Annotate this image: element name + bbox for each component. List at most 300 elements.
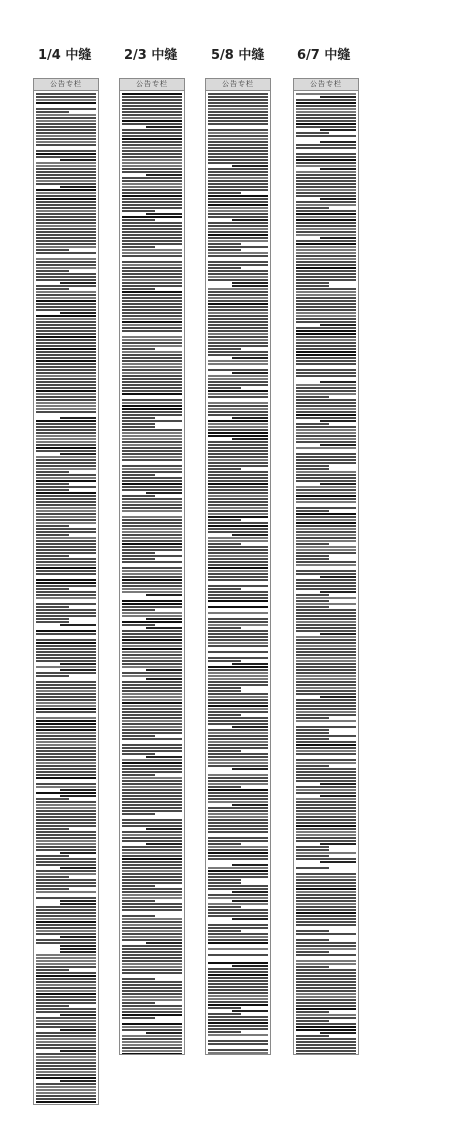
text-line bbox=[36, 1035, 96, 1037]
text-line bbox=[36, 249, 69, 251]
text-line bbox=[208, 927, 268, 929]
text-line bbox=[208, 597, 268, 599]
text-line bbox=[36, 1002, 96, 1004]
text-line bbox=[208, 420, 268, 422]
text-line bbox=[122, 741, 182, 743]
text-line bbox=[122, 597, 182, 599]
text-line bbox=[208, 954, 268, 956]
text-line bbox=[208, 888, 268, 890]
text-line bbox=[296, 522, 356, 524]
text-line bbox=[122, 534, 182, 536]
text-line bbox=[122, 1002, 155, 1004]
text-line bbox=[36, 864, 96, 866]
text-line bbox=[122, 240, 182, 242]
text-line bbox=[36, 777, 96, 779]
text-line bbox=[122, 222, 182, 224]
text-line bbox=[60, 282, 96, 284]
text-line bbox=[122, 567, 182, 569]
text-line bbox=[208, 591, 268, 593]
text-line bbox=[296, 189, 356, 191]
text-line bbox=[122, 483, 182, 485]
text-line bbox=[208, 678, 268, 680]
column-body bbox=[120, 91, 184, 1054]
text-line bbox=[36, 339, 96, 341]
text-line bbox=[122, 159, 182, 161]
text-line bbox=[208, 327, 268, 329]
text-line bbox=[208, 942, 268, 944]
text-line bbox=[208, 363, 268, 365]
text-line bbox=[36, 876, 69, 878]
text-line bbox=[208, 549, 268, 551]
text-line bbox=[36, 285, 96, 287]
text-line bbox=[122, 522, 182, 524]
text-line bbox=[208, 552, 268, 554]
text-line bbox=[208, 846, 268, 848]
text-line bbox=[122, 294, 182, 296]
text-line bbox=[122, 753, 155, 755]
text-line bbox=[208, 129, 268, 131]
text-line bbox=[36, 480, 96, 482]
text-line bbox=[208, 711, 268, 713]
text-line bbox=[122, 102, 182, 104]
text-line bbox=[36, 174, 96, 176]
text-line bbox=[60, 624, 96, 626]
text-line bbox=[36, 633, 96, 635]
text-line bbox=[208, 321, 268, 323]
text-line bbox=[296, 639, 356, 641]
text-line bbox=[122, 552, 155, 554]
text-line bbox=[36, 915, 96, 917]
text-line bbox=[208, 336, 268, 338]
text-line bbox=[208, 717, 268, 719]
text-line bbox=[208, 989, 268, 991]
column-title-2: 2/3 中缝 bbox=[124, 48, 178, 63]
text-line bbox=[122, 582, 182, 584]
text-line bbox=[208, 228, 268, 230]
text-line bbox=[296, 852, 356, 854]
text-line bbox=[36, 648, 96, 650]
text-line bbox=[60, 663, 96, 665]
text-line bbox=[208, 99, 268, 101]
text-line bbox=[36, 639, 96, 641]
text-line bbox=[208, 183, 268, 185]
text-line bbox=[208, 579, 268, 581]
text-line bbox=[36, 303, 96, 305]
text-line bbox=[208, 111, 268, 113]
text-line bbox=[36, 1065, 96, 1067]
text-line bbox=[122, 144, 182, 146]
text-line bbox=[36, 834, 96, 836]
text-line bbox=[36, 801, 96, 803]
text-line bbox=[208, 297, 268, 299]
text-line bbox=[122, 966, 182, 968]
text-line bbox=[36, 150, 96, 152]
text-line bbox=[122, 813, 155, 815]
text-line bbox=[296, 279, 356, 281]
text-line bbox=[36, 336, 96, 338]
text-line bbox=[208, 396, 268, 398]
text-line bbox=[232, 219, 268, 221]
text-line bbox=[296, 378, 356, 380]
text-line bbox=[36, 381, 96, 383]
text-line bbox=[296, 174, 356, 176]
text-line bbox=[296, 231, 356, 233]
text-line bbox=[36, 366, 96, 368]
text-line bbox=[296, 204, 356, 206]
text-line bbox=[122, 336, 182, 338]
text-line bbox=[296, 669, 356, 671]
text-line bbox=[60, 1050, 96, 1052]
text-line bbox=[122, 882, 182, 884]
text-line bbox=[36, 438, 96, 440]
text-line bbox=[36, 786, 96, 788]
text-line bbox=[122, 600, 182, 602]
text-line bbox=[122, 927, 182, 929]
text-line bbox=[36, 810, 96, 812]
text-line bbox=[122, 129, 182, 131]
text-line bbox=[36, 1032, 96, 1034]
text-line bbox=[122, 612, 182, 614]
text-line bbox=[208, 834, 268, 836]
text-line bbox=[36, 156, 96, 158]
text-line bbox=[36, 768, 96, 770]
text-line bbox=[208, 486, 268, 488]
text-line bbox=[122, 138, 182, 140]
text-line bbox=[296, 1050, 356, 1052]
text-line bbox=[296, 519, 356, 521]
text-line bbox=[208, 894, 268, 896]
text-line bbox=[36, 180, 96, 182]
text-line bbox=[36, 942, 96, 944]
text-line bbox=[208, 495, 268, 497]
text-line bbox=[296, 132, 329, 134]
text-line bbox=[296, 120, 356, 122]
text-line bbox=[208, 600, 268, 602]
text-line bbox=[296, 738, 329, 740]
text-line bbox=[36, 165, 96, 167]
text-line bbox=[146, 828, 182, 830]
text-line bbox=[320, 168, 356, 170]
text-line bbox=[296, 822, 356, 824]
text-line bbox=[122, 933, 182, 935]
text-line bbox=[36, 606, 69, 608]
text-line bbox=[36, 474, 96, 476]
text-line bbox=[122, 636, 182, 638]
text-line bbox=[36, 1023, 96, 1025]
text-line bbox=[208, 126, 268, 128]
text-line bbox=[36, 696, 96, 698]
text-line bbox=[60, 1014, 96, 1016]
text-line bbox=[36, 360, 96, 362]
text-line bbox=[36, 840, 96, 842]
text-line bbox=[208, 657, 268, 659]
text-line bbox=[296, 672, 356, 674]
text-line bbox=[296, 513, 356, 515]
text-line bbox=[36, 525, 69, 527]
text-line bbox=[208, 342, 268, 344]
text-line bbox=[208, 558, 268, 560]
text-line bbox=[122, 831, 182, 833]
text-line bbox=[36, 657, 96, 659]
text-line bbox=[36, 279, 96, 281]
text-line bbox=[122, 591, 182, 593]
text-line bbox=[208, 723, 268, 725]
text-line bbox=[36, 345, 96, 347]
text-line bbox=[122, 621, 182, 623]
text-line bbox=[146, 126, 182, 128]
text-line bbox=[122, 537, 182, 539]
text-line bbox=[296, 561, 356, 563]
text-line bbox=[122, 180, 182, 182]
text-line bbox=[122, 1017, 155, 1019]
text-line bbox=[296, 153, 356, 155]
text-line bbox=[296, 249, 356, 251]
text-line bbox=[36, 909, 96, 911]
text-line bbox=[122, 897, 182, 899]
text-line bbox=[36, 447, 96, 449]
text-line bbox=[122, 738, 182, 740]
text-line bbox=[36, 267, 96, 269]
text-line bbox=[208, 432, 268, 434]
text-line bbox=[36, 123, 96, 125]
text-line bbox=[122, 720, 182, 722]
text-line bbox=[208, 318, 268, 320]
text-line bbox=[122, 504, 182, 506]
text-line bbox=[122, 531, 182, 533]
text-line bbox=[60, 312, 96, 314]
text-line bbox=[122, 150, 182, 152]
text-line bbox=[122, 972, 182, 974]
text-line bbox=[296, 687, 356, 689]
text-line bbox=[296, 759, 356, 761]
text-line bbox=[296, 384, 356, 386]
text-line bbox=[36, 294, 96, 296]
text-line bbox=[208, 144, 268, 146]
text-line bbox=[36, 516, 96, 518]
text-line bbox=[36, 363, 96, 365]
text-line bbox=[296, 858, 356, 860]
text-line bbox=[208, 687, 241, 689]
text-line bbox=[122, 465, 182, 467]
text-line bbox=[296, 435, 356, 437]
text-line bbox=[296, 657, 356, 659]
text-line bbox=[122, 444, 182, 446]
text-line bbox=[36, 273, 96, 275]
text-line bbox=[296, 315, 356, 317]
text-line bbox=[36, 1011, 96, 1013]
text-line bbox=[296, 372, 356, 374]
text-line bbox=[36, 753, 96, 755]
text-line bbox=[122, 792, 182, 794]
text-line bbox=[122, 606, 182, 608]
text-line bbox=[208, 912, 268, 914]
text-line bbox=[122, 321, 182, 323]
text-line bbox=[208, 306, 268, 308]
text-line bbox=[122, 849, 182, 851]
text-line bbox=[208, 93, 268, 95]
text-line bbox=[232, 285, 268, 287]
text-line bbox=[122, 588, 182, 590]
text-line bbox=[36, 978, 96, 980]
text-line bbox=[122, 978, 155, 980]
text-line bbox=[36, 1005, 69, 1007]
text-line bbox=[36, 396, 96, 398]
text-line bbox=[36, 1083, 96, 1085]
text-line bbox=[320, 129, 356, 131]
text-line bbox=[296, 306, 356, 308]
text-line bbox=[122, 435, 182, 437]
text-line bbox=[208, 240, 268, 242]
text-line bbox=[122, 810, 182, 812]
text-line bbox=[296, 984, 356, 986]
text-line bbox=[146, 1032, 182, 1034]
text-line bbox=[296, 309, 356, 311]
text-line bbox=[208, 447, 268, 449]
text-line bbox=[122, 207, 182, 209]
text-line bbox=[122, 696, 182, 698]
text-line bbox=[36, 528, 96, 530]
text-line bbox=[208, 402, 268, 404]
text-line bbox=[36, 201, 96, 203]
text-line bbox=[296, 570, 356, 572]
text-line bbox=[122, 330, 182, 332]
text-line bbox=[296, 303, 356, 305]
text-line bbox=[36, 1074, 96, 1076]
text-line bbox=[122, 540, 182, 542]
text-line bbox=[296, 579, 356, 581]
text-line bbox=[36, 252, 96, 254]
text-line bbox=[36, 126, 96, 128]
text-line bbox=[36, 408, 96, 410]
text-line bbox=[122, 1026, 182, 1028]
text-line bbox=[208, 108, 268, 110]
text-line bbox=[208, 983, 268, 985]
text-line bbox=[36, 969, 69, 971]
text-line bbox=[36, 240, 96, 242]
text-line bbox=[296, 888, 356, 890]
text-line bbox=[296, 258, 356, 260]
text-line bbox=[36, 465, 96, 467]
text-line bbox=[208, 627, 241, 629]
column-body bbox=[206, 91, 270, 1054]
text-line bbox=[36, 660, 96, 662]
text-line bbox=[296, 450, 356, 452]
text-line bbox=[36, 987, 96, 989]
text-line bbox=[36, 855, 69, 857]
text-line bbox=[320, 324, 356, 326]
text-line bbox=[296, 975, 356, 977]
text-line bbox=[60, 1080, 96, 1082]
text-line bbox=[36, 990, 96, 992]
text-line bbox=[320, 444, 356, 446]
text-line bbox=[122, 837, 182, 839]
text-line bbox=[122, 909, 182, 911]
text-line bbox=[36, 744, 96, 746]
text-line bbox=[296, 681, 356, 683]
text-line bbox=[208, 924, 268, 926]
text-line bbox=[36, 882, 96, 884]
text-line bbox=[296, 474, 356, 476]
text-line bbox=[208, 102, 268, 104]
text-line bbox=[208, 675, 268, 677]
text-line bbox=[232, 372, 268, 374]
text-line bbox=[320, 420, 356, 422]
text-line bbox=[122, 1038, 182, 1040]
text-line bbox=[36, 993, 96, 995]
text-line bbox=[36, 879, 96, 881]
text-line bbox=[208, 105, 268, 107]
text-line bbox=[296, 330, 356, 332]
text-line bbox=[296, 618, 356, 620]
text-line bbox=[208, 570, 268, 572]
text-line bbox=[296, 807, 356, 809]
text-line bbox=[296, 405, 356, 407]
text-line bbox=[208, 681, 268, 683]
text-line bbox=[122, 219, 155, 221]
text-line bbox=[122, 564, 182, 566]
text-line bbox=[208, 1040, 268, 1042]
text-line bbox=[122, 630, 182, 632]
text-line bbox=[208, 885, 268, 887]
text-line bbox=[36, 177, 96, 179]
text-line bbox=[296, 528, 356, 530]
text-line bbox=[122, 615, 182, 617]
text-line bbox=[208, 852, 268, 854]
text-line bbox=[320, 795, 356, 797]
text-line bbox=[208, 933, 268, 935]
text-line bbox=[122, 807, 182, 809]
text-line bbox=[36, 912, 96, 914]
text-line bbox=[296, 873, 356, 875]
text-line bbox=[208, 843, 241, 845]
text-line bbox=[296, 282, 329, 284]
text-line bbox=[296, 210, 356, 212]
text-line bbox=[208, 291, 268, 293]
text-line bbox=[296, 636, 356, 638]
announcement-column-3 bbox=[205, 78, 271, 1055]
text-line bbox=[320, 141, 356, 143]
text-line bbox=[296, 1044, 356, 1046]
text-line bbox=[122, 153, 182, 155]
text-line bbox=[296, 999, 356, 1001]
text-line bbox=[296, 606, 329, 608]
text-line bbox=[208, 96, 268, 98]
text-line bbox=[208, 660, 241, 662]
text-line bbox=[208, 333, 268, 335]
text-line bbox=[122, 660, 182, 662]
text-line bbox=[146, 942, 182, 944]
text-line bbox=[208, 168, 268, 170]
text-line bbox=[296, 972, 356, 974]
text-line bbox=[122, 243, 182, 245]
text-line bbox=[122, 819, 182, 821]
text-line bbox=[296, 648, 356, 650]
text-line bbox=[36, 813, 96, 815]
text-line bbox=[232, 965, 268, 967]
text-line bbox=[208, 765, 268, 767]
text-line bbox=[122, 561, 182, 563]
text-line bbox=[122, 816, 182, 818]
text-line bbox=[208, 399, 268, 401]
text-line bbox=[296, 831, 356, 833]
text-line bbox=[122, 1053, 182, 1054]
text-line bbox=[208, 777, 268, 779]
text-line bbox=[36, 711, 96, 713]
text-line bbox=[36, 735, 96, 737]
text-line bbox=[36, 702, 96, 704]
text-line bbox=[296, 465, 329, 467]
text-line bbox=[296, 111, 356, 113]
